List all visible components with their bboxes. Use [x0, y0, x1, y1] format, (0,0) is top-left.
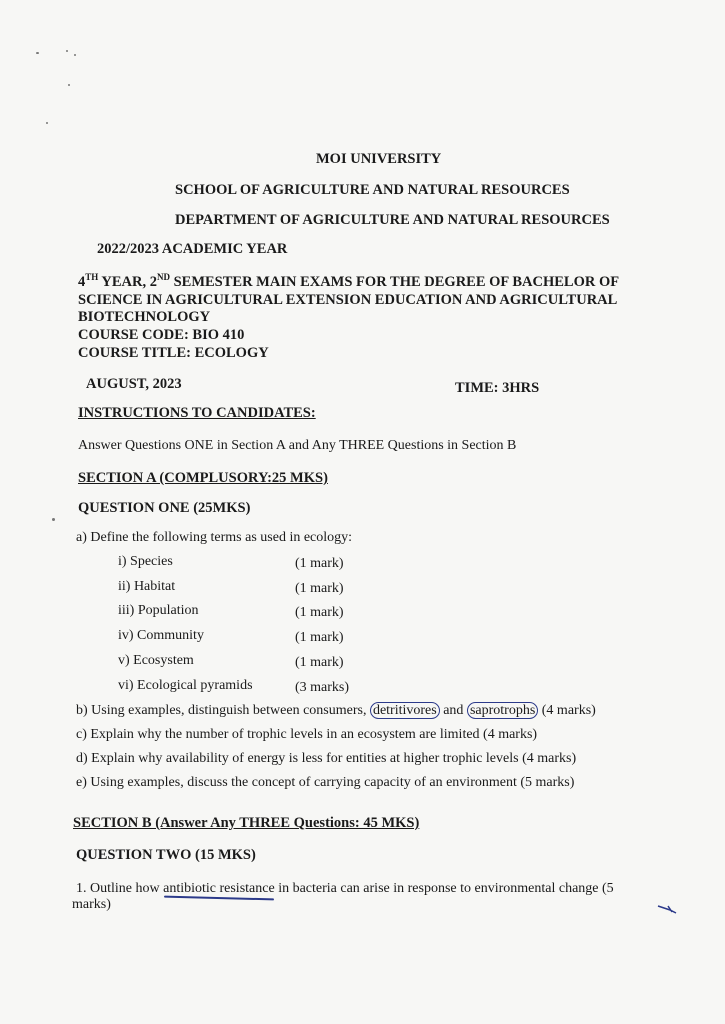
scan-speck [68, 84, 70, 86]
course-title: COURSE TITLE: ECOLOGY [78, 345, 269, 361]
exam-time: TIME: 3HRS [455, 380, 540, 396]
question-one-part-e: e) Using examples, discuss the concept of carrying capacity of an environment (5 marks) [76, 775, 575, 790]
question-one-part-c: c) Explain why the number of trophic levels in an ecosystem are limited (4 marks) [76, 727, 538, 742]
scan-speck [66, 50, 68, 52]
term-label: v) Ecosystem [118, 653, 194, 668]
question-one-part-a: a) Define the following terms as used in ecology: [76, 530, 353, 545]
exam-year-number: 4 [78, 273, 86, 290]
question-two-item-1 [76, 881, 614, 897]
question-one-part-b [76, 703, 596, 719]
term-marks: (1 mark) [295, 655, 344, 670]
scan-speck [36, 52, 39, 54]
exam-year-suffix: TH [85, 272, 99, 282]
academic-year: 2022/2023 ACADEMIC YEAR [97, 241, 288, 257]
term-label: iii) Population [118, 603, 199, 618]
q1-text-rest: in bacteria can arise in response to environmental change (5 [274, 881, 614, 896]
part-b-marks: (4 marks) [538, 703, 596, 718]
term-label: i) Species [118, 554, 173, 569]
circled-word-detritivores: detritivores [370, 702, 440, 719]
exam-year-mid: YEAR, 2 [98, 273, 157, 290]
underlined-antibiotic-resistance: antibiotic resistance [163, 881, 275, 896]
circled-word-saprotrophs: saprotrophs [467, 702, 538, 719]
department-name: DEPARTMENT OF AGRICULTURE AND NATURAL RESOURCES [175, 212, 610, 228]
term-label: vi) Ecological pyramids [118, 678, 253, 693]
term-marks: (1 mark) [295, 581, 344, 596]
scan-speck [46, 122, 48, 124]
instructions-text: Answer Questions ONE in Section A and Any THREE Questions in Section B [78, 438, 517, 453]
term-marks: (3 marks) [295, 680, 350, 695]
term-marks: (1 mark) [295, 605, 344, 620]
course-code: COURSE CODE: BIO 410 [78, 327, 245, 343]
question-two-item-1-cont: marks) [72, 897, 111, 912]
exam-line1-rest: SEMESTER MAIN EXAMS FOR THE DEGREE OF BACHELOR OF [169, 273, 620, 290]
school-name: SCHOOL OF AGRICULTURE AND NATURAL RESOURCES [175, 182, 570, 198]
part-b-and: and [439, 703, 467, 718]
term-label: ii) Habitat [118, 579, 176, 594]
q1-text: 1. Outline how [76, 881, 164, 896]
pen-mark-icon [656, 902, 678, 916]
question-one-part-d: d) Explain why availability of energy is less for entities at higher trophic levels (4 marks) [76, 751, 577, 766]
scan-speck [52, 518, 55, 521]
instructions-heading: INSTRUCTIONS TO CANDIDATES: [78, 405, 316, 421]
university-name: MOI UNIVERSITY [316, 151, 442, 167]
exam-semester-suffix: ND [156, 272, 170, 282]
scan-speck [74, 54, 76, 56]
term-marks: (1 mark) [295, 630, 344, 645]
exam-description-line1 [78, 272, 619, 291]
exam-description-line3: BIOTECHNOLOGY [78, 309, 211, 325]
question-two-title: QUESTION TWO (15 MKS) [76, 847, 256, 863]
section-a-heading: SECTION A (COMPLUSORY:25 MKS) [78, 470, 328, 486]
exam-description-line2: SCIENCE IN AGRICULTURAL EXTENSION EDUCATION AND AGRICULTURAL [78, 292, 618, 308]
exam-date: AUGUST, 2023 [86, 376, 182, 392]
term-marks: (1 mark) [295, 556, 344, 571]
part-b-text: b) Using examples, distinguish between consumers, [76, 703, 370, 718]
question-one-title: QUESTION ONE (25MKS) [78, 500, 251, 516]
term-label: iv) Community [118, 628, 204, 643]
section-b-heading: SECTION B (Answer Any THREE Questions: 45 MKS) [73, 815, 420, 831]
